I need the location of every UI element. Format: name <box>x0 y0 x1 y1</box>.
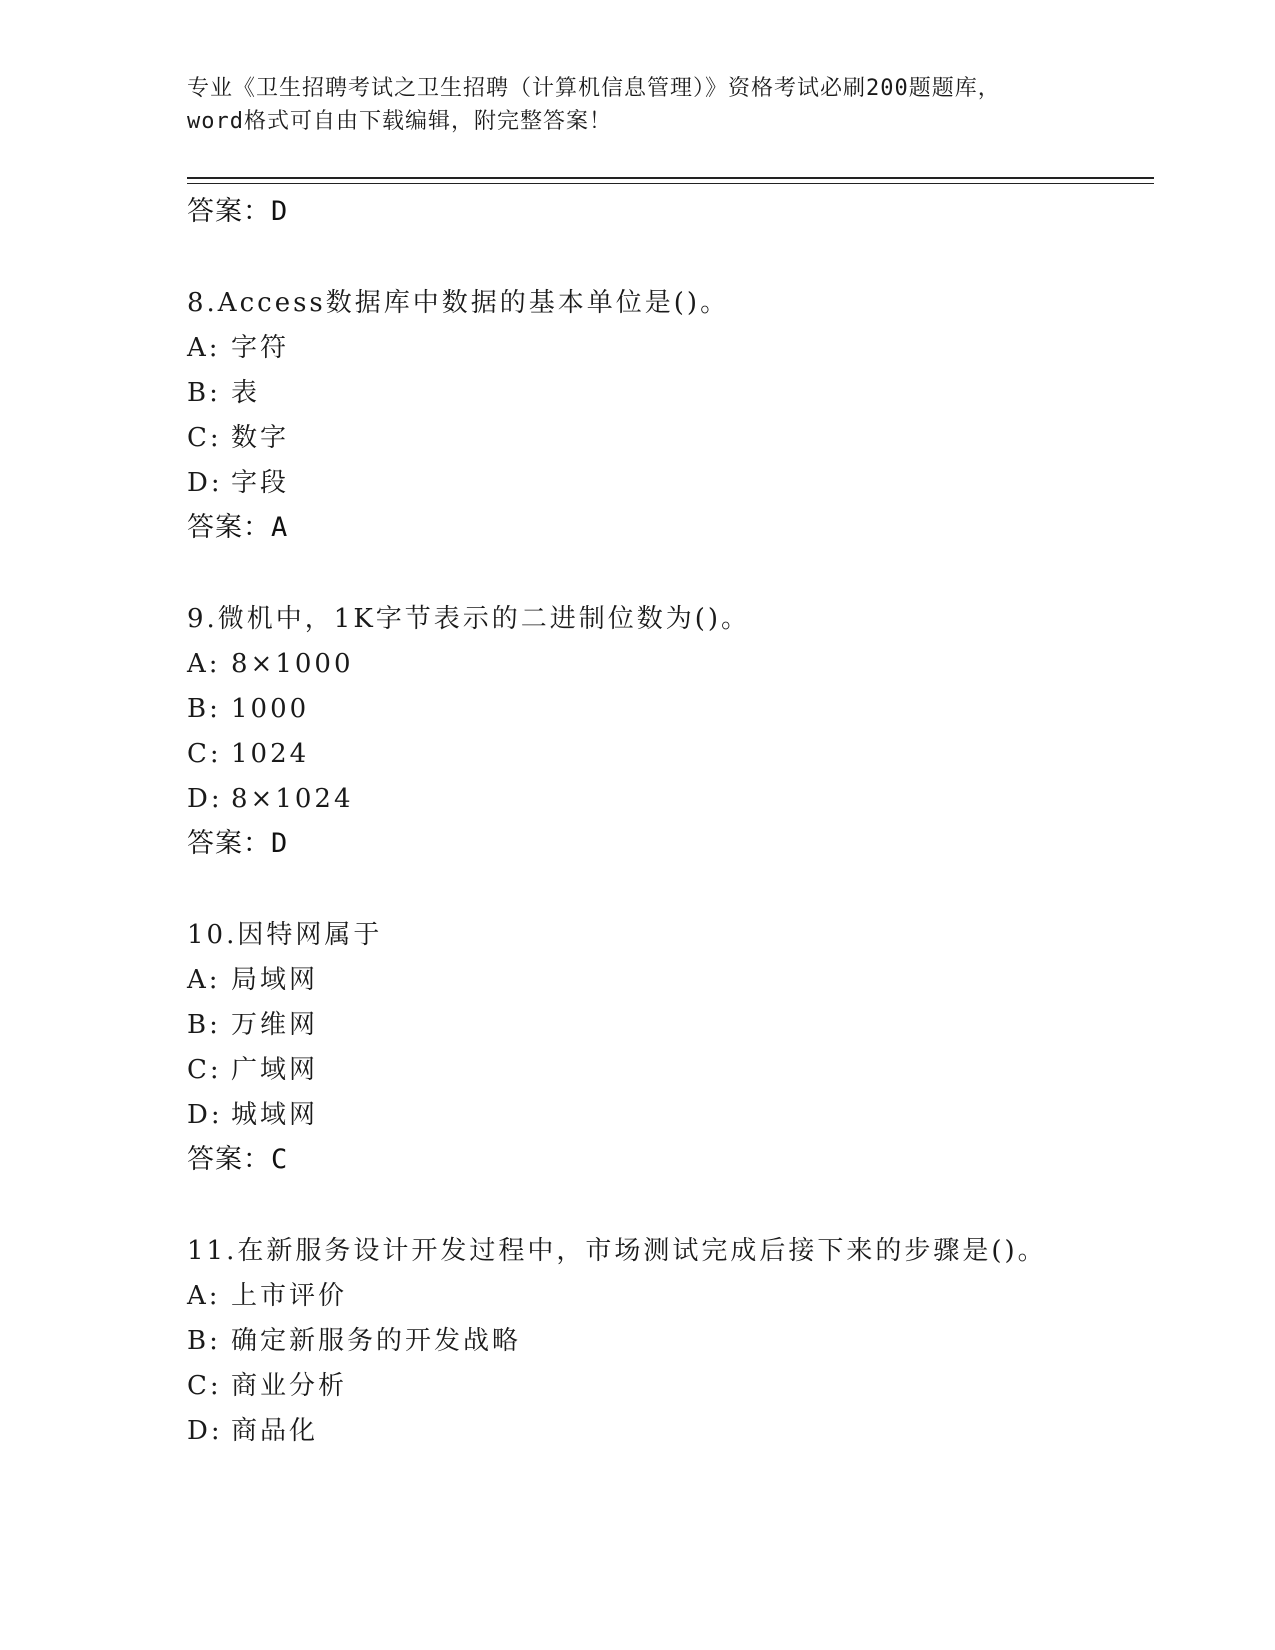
header-divider-thin <box>187 183 1154 184</box>
option-key: D: <box>187 1416 223 1446</box>
option-d <box>187 1409 1154 1454</box>
option-key: D: <box>187 468 223 498</box>
option-key: B: <box>187 1326 221 1356</box>
option-key: D: <box>187 784 223 814</box>
option-key: C: <box>187 739 222 769</box>
question-text: 9.微机中，1K字节表示的二进制位数为()。 <box>187 604 751 634</box>
option-text: 8×1024 <box>231 784 354 814</box>
option-a <box>187 1274 1154 1319</box>
document-header <box>187 72 1087 138</box>
answer-line: 答案：C <box>187 1144 289 1175</box>
question-text: 8.Access数据库中数据的基本单位是()。 <box>187 288 730 318</box>
option-text: 数字 <box>231 423 290 453</box>
header-line-2: word格式可自由下载编辑，附完整答案！ <box>187 109 612 134</box>
answer-line: 答案：A <box>187 512 289 543</box>
option-text: 广域网 <box>231 1055 319 1085</box>
option-d <box>187 461 1154 506</box>
header-divider-thick <box>187 177 1154 179</box>
answer-line: 答案：D <box>187 828 289 859</box>
option-text: 局域网 <box>231 965 319 995</box>
option-text: 1024 <box>231 739 310 769</box>
option-b <box>187 371 1154 416</box>
option-key: B: <box>187 694 221 724</box>
option-text: 商品化 <box>231 1416 319 1446</box>
option-key: C: <box>187 1371 222 1401</box>
option-d <box>187 1093 1154 1138</box>
option-key: A: <box>187 649 221 679</box>
option-key: D: <box>187 1100 223 1130</box>
question-text: 11.在新服务设计开发过程中，市场测试完成后接下来的步骤是()。 <box>187 1236 1047 1266</box>
option-a <box>187 642 1154 687</box>
option-text: 商业分析 <box>231 1371 348 1401</box>
option-b <box>187 1003 1154 1048</box>
option-text: 1000 <box>231 694 310 724</box>
option-key: C: <box>187 423 222 453</box>
option-text: 8×1000 <box>231 649 354 679</box>
answer-line: 答案：D <box>187 196 289 227</box>
header-line-1: 专业《卫生招聘考试之卫生招聘（计算机信息管理）》资格考试必刷200题题库， <box>187 76 1001 101</box>
option-key: A: <box>187 333 221 363</box>
option-text: 上市评价 <box>231 1281 348 1311</box>
option-b <box>187 687 1154 732</box>
option-c <box>187 416 1154 461</box>
option-text: 万维网 <box>231 1010 319 1040</box>
option-a <box>187 326 1154 371</box>
spacer <box>187 866 1154 913</box>
spacer <box>187 1182 1154 1229</box>
option-c <box>187 732 1154 777</box>
option-d <box>187 777 1154 822</box>
option-text: 城域网 <box>231 1100 319 1130</box>
option-text: 确定新服务的开发战略 <box>231 1326 522 1356</box>
option-key: B: <box>187 378 221 408</box>
option-a <box>187 958 1154 1003</box>
option-text: 字段 <box>231 468 290 498</box>
option-c <box>187 1048 1154 1093</box>
spacer <box>187 550 1154 597</box>
option-key: B: <box>187 1010 221 1040</box>
option-key: A: <box>187 1281 221 1311</box>
option-b <box>187 1319 1154 1364</box>
option-text: 表 <box>231 378 261 408</box>
question-text: 10.因特网属于 <box>187 920 383 950</box>
option-key: A: <box>187 965 221 995</box>
option-c <box>187 1364 1154 1409</box>
spacer <box>187 234 1154 281</box>
option-key: C: <box>187 1055 222 1085</box>
question-list <box>187 190 1154 1454</box>
option-text: 字符 <box>231 333 290 363</box>
